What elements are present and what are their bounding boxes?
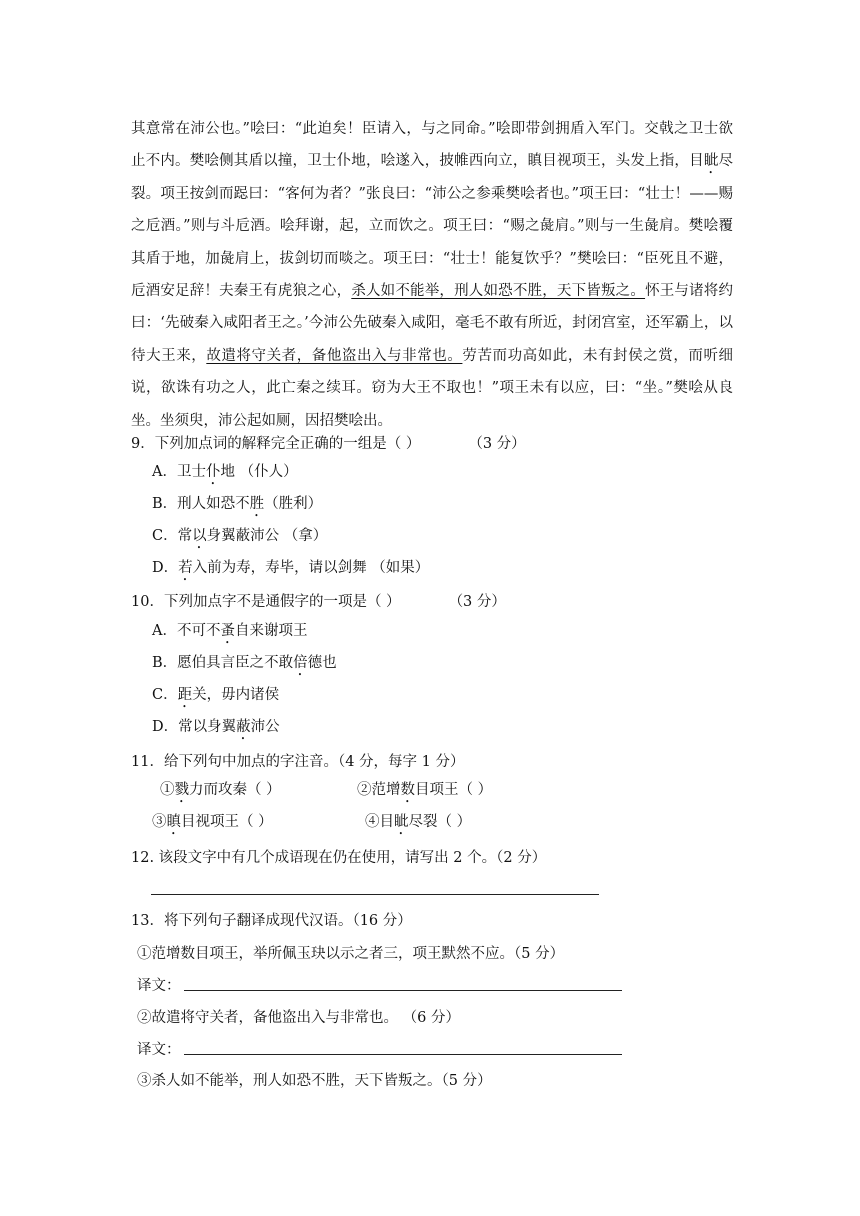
dotted-char: 若	[178, 560, 193, 576]
passage-text: 怀王与诸将约曰：‘先破秦入咸阳者王之。’今沛公先破秦入咸阳，毫毛不敢有所近，封闭宫室，还军霸上，以待大王来，	[131, 283, 733, 364]
question-9-text: 9．下列加点词的解释完全正确的一组是（ ）	[131, 436, 421, 452]
question-10-option-b: B．愿伯具言臣之不敢倍德也	[152, 655, 337, 671]
question-11-stem: 11．给下列句中加点的字注音。（4 分，每字 1 分）	[131, 754, 465, 770]
passage-text: 其意常在沛公也。”哙曰：“此迫矣！臣请入，与之同命。”哙即带剑拥盾入军门。交戟之卫士欲止不内。樊哙侧其盾以撞，卫士仆地，哙遂入，披帷西向立，瞋目视项王，头发上指，目	[131, 121, 733, 170]
passage-text: 劳苦而功高如此，未有封侯之赏，而听细说，欲诛有功之人，此亡秦之续耳。窃为大王不取也！”项王未有以应，曰：“坐。”樊哙从良坐。坐须臾，沛公起如厕，因招樊哙出。	[131, 347, 734, 429]
translation-label-2: 译文：	[137, 1042, 181, 1058]
question-11-item-2: ②范增数目项王（ ）	[357, 782, 493, 798]
dotted-char: 倍	[293, 655, 308, 671]
question-10-score: （3 分）	[448, 594, 506, 610]
answer-line-13-2[interactable]	[184, 1054, 622, 1055]
dotted-char: 蔽	[236, 719, 251, 735]
question-10-stem	[131, 592, 506, 612]
question-10-option-d: D．常以身翼蔽沛公	[152, 719, 280, 735]
question-9-option-b: B．刑人如恐不胜（胜利）	[152, 496, 323, 512]
classical-passage	[131, 113, 733, 437]
question-10-option-a: A．不可不蚤自来谢项王	[152, 623, 308, 639]
dotted-char: 瞋	[166, 814, 181, 830]
question-11-item-3: ③瞋目视项王（ ）	[152, 814, 273, 830]
dotted-char: 胜	[249, 496, 265, 512]
dotted-char: 距	[177, 687, 193, 703]
question-10-option-c: C．距关，毋内诸侯	[152, 687, 280, 703]
question-13-sentence-1: ①范增数目项王，举所佩玉玦以示之者三，项王默然不应。（5 分）	[137, 946, 565, 962]
question-13-sentence-2: ②故遣将守关者，备他盗出入与非常也。 （6 分）	[137, 1010, 460, 1026]
underlined-sentence-1: 杀人如不能举，刑人如恐不胜，天下皆叛之。	[351, 283, 646, 300]
dotted-char: 蚤	[220, 623, 235, 639]
dotted-char: 仆	[205, 464, 221, 480]
dotted-char: 眦	[703, 153, 719, 170]
question-10-text: 10．下列加点字不是通假字的一项是（ ）	[131, 594, 401, 610]
passage-text: 尽裂。项王按剑而跽曰：“客何为者？”张良曰：“沛公之参乘樊哙者也。”项王曰：“壮士！——赐之卮酒。”则与斗卮酒。哙拜谢，起，立而饮之。项王曰：“赐之彘肩。”则与一生彘肩。樊哙覆其盾于地，加彘肩上，拔剑切而啖之。项王曰：“壮士！能复饮乎？”樊哙曰：“臣死且不避，卮酒安足辞！夫秦王有虎狼之心，	[131, 153, 733, 300]
answer-line-12[interactable]	[151, 894, 599, 895]
answer-line-13-1[interactable]	[184, 990, 622, 991]
question-11-item-4: ④目眦尽裂（ ）	[365, 814, 472, 830]
question-9-option-a: A．卫士仆地 （仆人）	[152, 464, 298, 480]
question-12-stem: 12. 该段文字中有几个成语现在仍在使用，请写出 2 个。（2 分）	[131, 850, 547, 866]
question-13-sentence-3: ③杀人如不能举，刑人如恐不胜，天下皆叛之。（5 分）	[137, 1073, 492, 1089]
dotted-char: 以	[192, 528, 207, 544]
translation-label-1: 译文：	[137, 978, 181, 994]
dotted-char: 戮	[174, 782, 189, 798]
dotted-char: 数	[400, 782, 415, 798]
question-13-stem: 13．将下列句子翻译成现代汉语。（16 分）	[131, 913, 412, 929]
dotted-char: 眦	[394, 814, 409, 830]
question-9-score: （3 分）	[468, 436, 526, 452]
underlined-sentence-2: 故遣将守关者，备他盗出入与非常也。	[206, 347, 463, 364]
question-11-item-1: ①戮力而攻秦（ ）	[160, 782, 281, 798]
question-9-option-d: D．若入前为寿，寿毕，请以剑舞 （如果）	[152, 560, 430, 576]
question-9-stem	[131, 434, 526, 454]
question-9-option-c: C．常以身翼蔽沛公 （拿）	[152, 528, 328, 544]
